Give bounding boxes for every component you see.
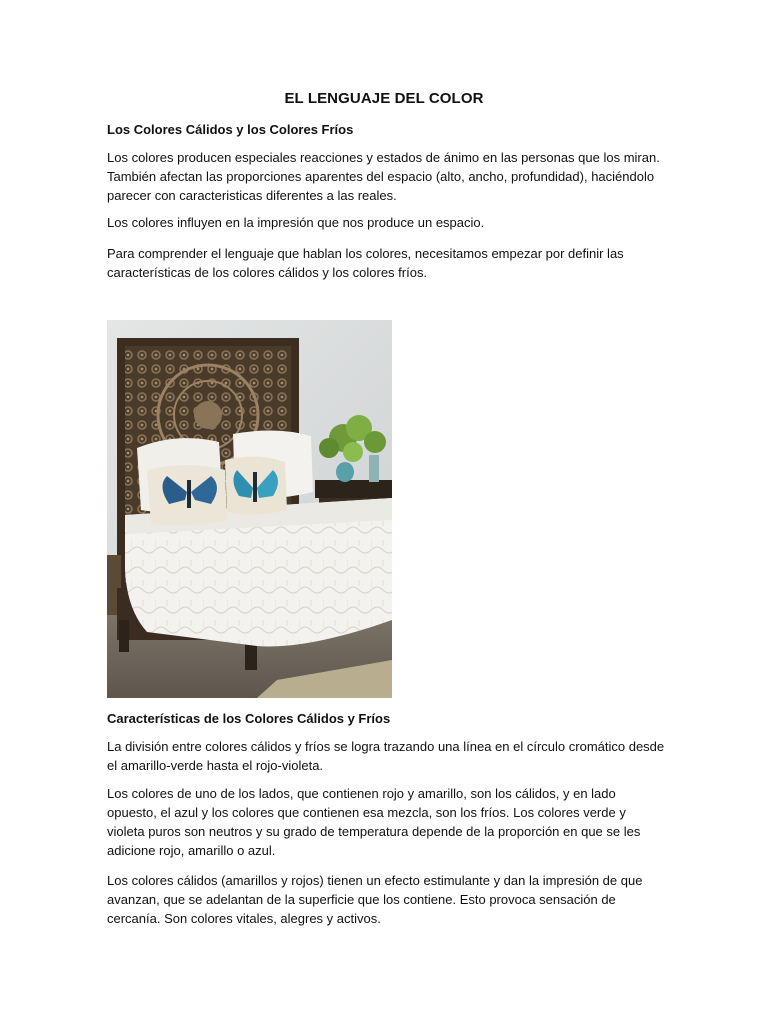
paragraph-intro: Los colores producen especiales reacciones y estados de ánimo en las personas que los miran. También afectan las proporciones aparentes del espacio (alto, ancho, profundidad), haciéndolo parecer con caracteristicas diferentes a las reales. [107,150,660,203]
bedroom-photo [107,320,392,698]
section-heading-warm-cold: Los Colores Cálidos y los Colores Fríos [107,122,354,137]
section-heading-characteristics: Características de los Colores Cálidos y Fríos [107,711,391,726]
paragraph-division: La división entre colores cálidos y fríos se logra trazando una línea en el círculo cromático desde el amarillo-verde hasta el rojo-violeta. [107,739,665,773]
paragraph-influence: Los colores influyen en la impresión que nos produce un espacio. [107,215,485,230]
document-title: EL LENGUAJE DEL COLOR [284,90,484,107]
paragraph-warm-effect: Los colores cálidos (amarillos y rojos) tienen un efecto estimulante y dan la impresión de que avanzan, que se adelantan de la superficie que los contiene. Esto provoca sensación de cercanía. Son colores vitales, alegres y activos. [107,873,643,926]
paragraph-sides: Los colores de uno de los lados, que contienen rojo y amarillo, son los cálidos, y en lado opuesto, el azul y los colores que contienen esa mezcla, son los fríos. Los colores verde y violeta puros son neutros y su grado de temperatura depende de la proporción en que se les adicione rojo, amarillo o azul. [107,786,641,858]
paragraph-language: Para comprender el lenguaje que hablan los colores, necesitamos empezar por definir las características de los colores cálidos y los colores fríos. [107,246,624,280]
